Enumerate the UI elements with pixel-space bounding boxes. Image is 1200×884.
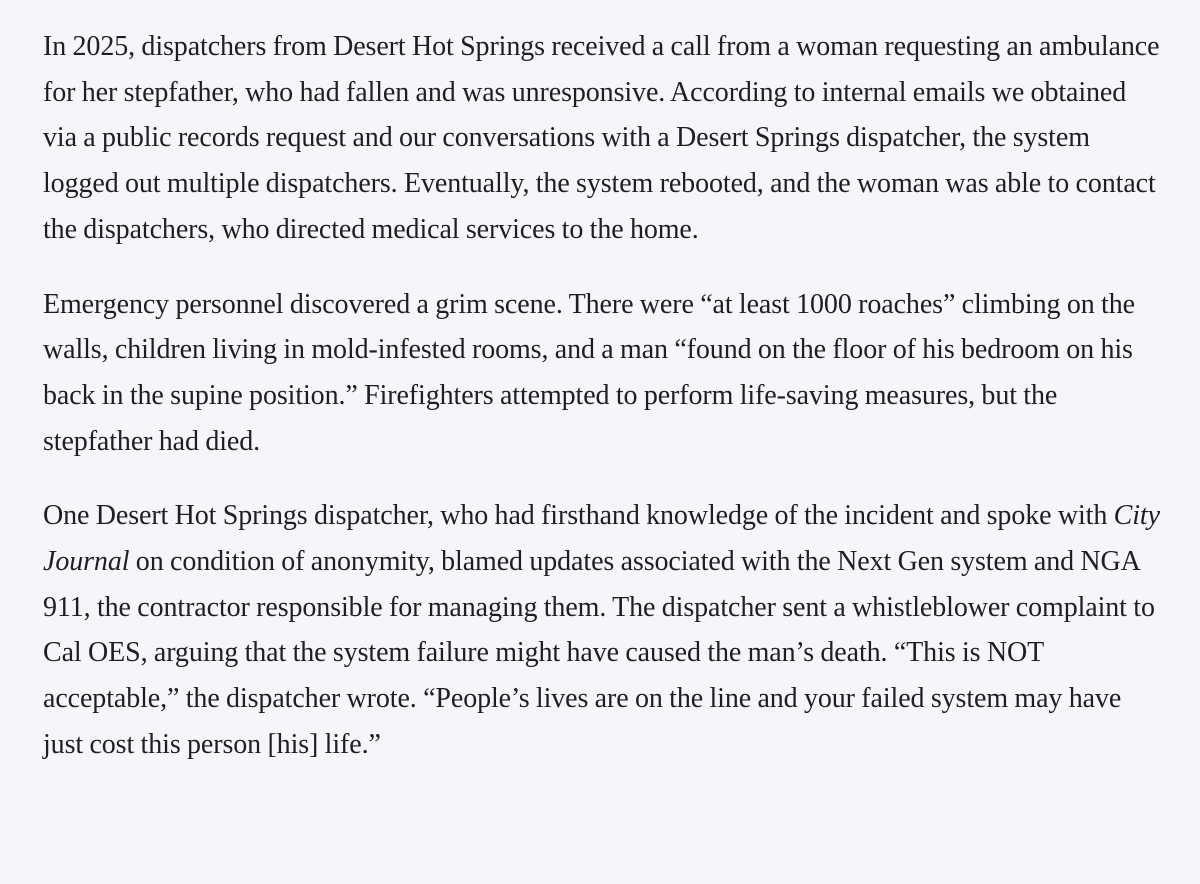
paragraph-text-before: One Desert Hot Springs dispatcher, who had firsthand knowledge of the incident and spoke with [43, 500, 1114, 532]
paragraph-text-after: on condition of anonymity, blamed updates associated with the Next Gen system and NGA 911, the contractor responsible for managing them. The dispatcher sent a whistleblower complaint to Cal OES, arguing that the system failure might have caused the man’s death. “This is NOT acceptable,” the dispatcher wrote. “People’s lives are on the line and your failed system may have just cost this person [his] life.” [43, 546, 1155, 760]
article-paragraph-3 [43, 493, 1160, 767]
article-paragraph-1: In 2025, dispatchers from Desert Hot Springs received a call from a woman requesting an ambulance for her stepfather, who had fallen and was unresponsive. According to internal emails we obtained via a public records request and our conversations with a Desert Springs dispatcher, the system logged out multiple dispatchers. Eventually, the system rebooted, and the woman was able to contact the dispatchers, who directed medical services to the home. [43, 31, 1160, 245]
publication-name: City Journal [43, 500, 1160, 578]
article-paragraph-2: Emergency personnel discovered a grim scene. There were “at least 1000 roaches” climbing on the walls, children living in mold-infested rooms, and a man “found on the floor of his bedroom on his back in the supine position.” Firefighters attempted to perform life-saving measures, but the stepfather had died. [43, 288, 1135, 457]
